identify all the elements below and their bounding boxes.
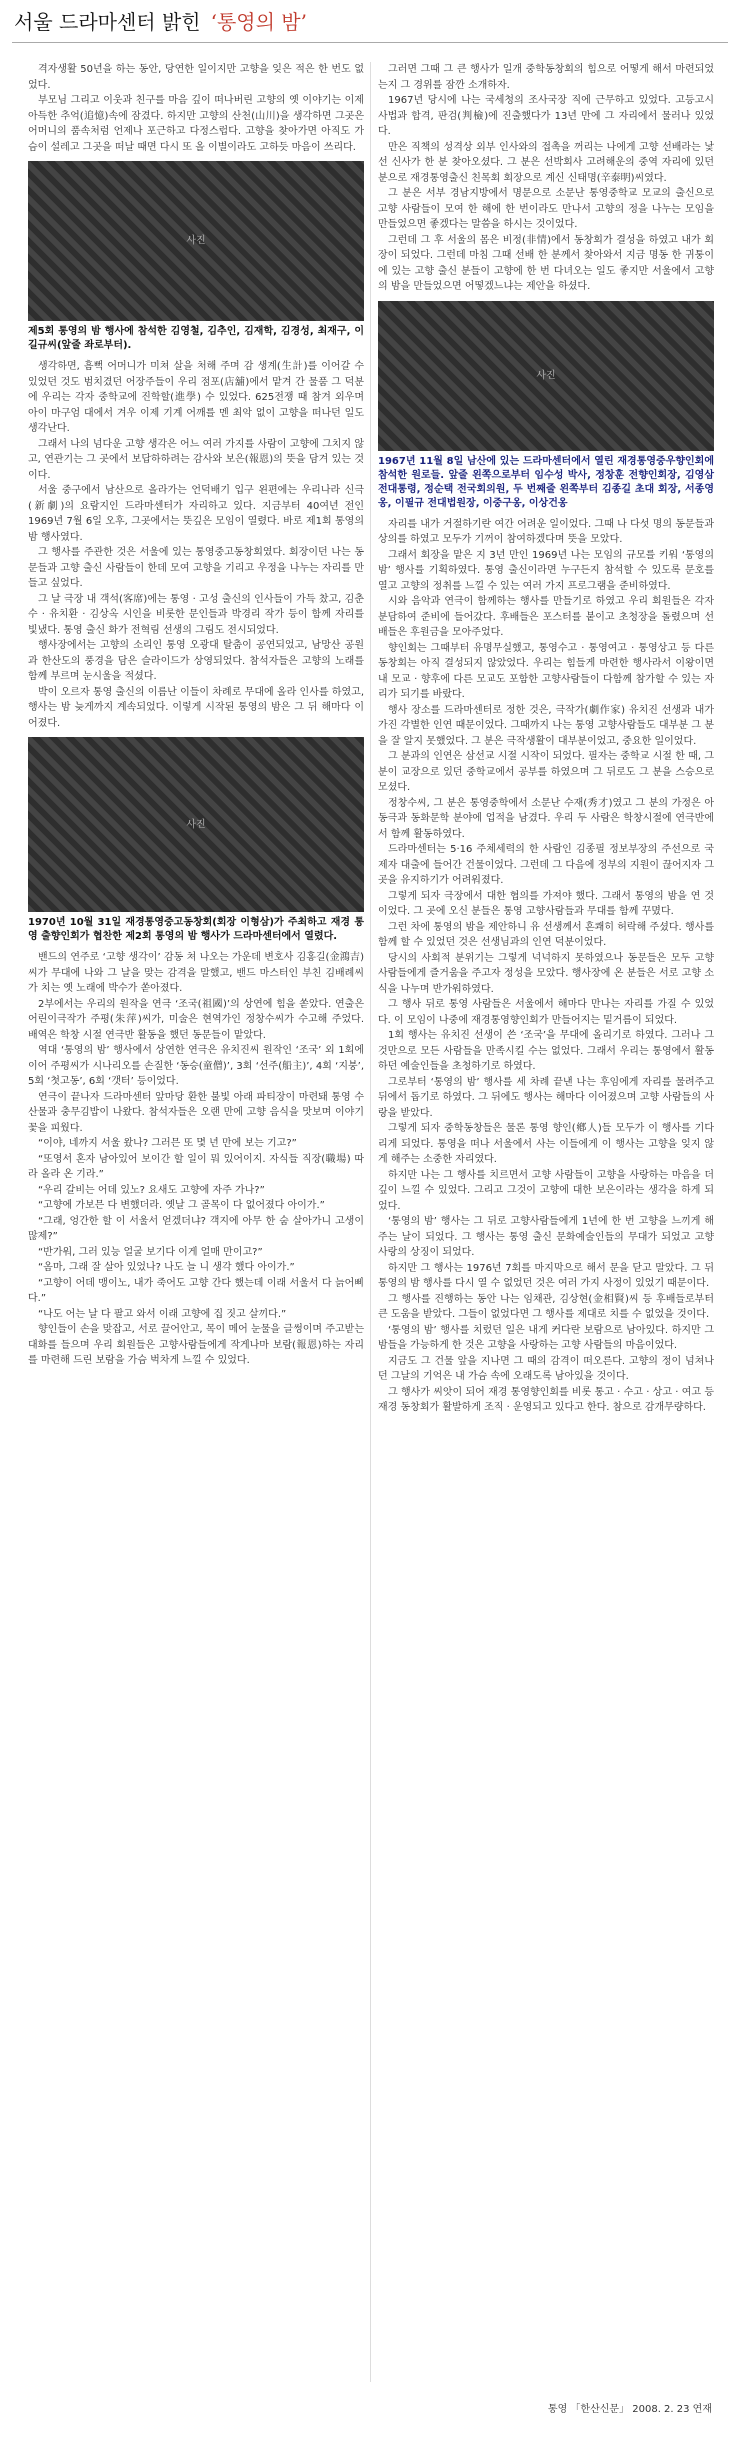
paragraph: 그 분과의 인연은 삼선교 시절 시작이 되었다. 필자는 중학교 시절 한 때, 그 분이 교장으로 있던 중학교에서 공부를 하였으며 그 뒤로도 그 분을 스승으로 모셨다. — [378, 751, 714, 793]
paragraph: 생각하면, 흠뻑 어머니가 미쳐 살을 처해 주며 감 생계(生計)를 이어갈 수 있었던 것도 범치겼던 어장주들이 우리 점포(店舖)에서 맡겨 간 물품 그 덕분에 우리는 각자 중학교에 진학할(進學) 수 있었다. 625전쟁 때 참겨 외우며 아이 마구엄 대에서 겨우 이제 기계 어깨를 멘 최악 없이 고향을 떠나던 일도 생각난다. — [28, 361, 364, 434]
dialogue-line: “옴마, 그래 잘 살아 있었나? 나도 늘 니 생각 했다 아이가.” — [38, 1262, 295, 1273]
dialogue-line: “그래, 엉간한 할 이 서울서 얻겠더냐? 객지에 아무 한 숨 살아가니 고생이 많제?” — [28, 1215, 364, 1242]
photo-label: 사진 — [536, 369, 556, 381]
paragraph: 그 행사 뒤로 통영 사람들은 서울에서 해마다 만나는 자리를 가질 수 있었다. 이 모임이 나중에 재경통영향인회가 만들어지는 밑거름이 되었다. — [378, 999, 714, 1026]
paragraph: 그 행사가 씨앗이 되어 재경 통영향인회를 비롯 통고 · 수고 · 상고 · 여고 등 재경 동창회가 활발하게 조직 · 운영되고 있다고 한다. 참으로 감개무량하다. — [378, 1386, 714, 1413]
paragraph: ‘통영의 밤’ 행사를 치렀던 일은 내게 커다란 보람으로 남아있다. 하지만 그 밤들을 가능하게 한 것은 고향을 사랑하는 고향 사람들의 마음이었다. — [378, 1324, 714, 1351]
paragraph: 자리를 내가 거절하기란 여간 어려운 일이었다. 그때 나 다섯 명의 동문들과 상의를 하였고 모두가 기꺼이 참여하겠다며 뜻을 모았다. — [378, 518, 714, 545]
left-column — [28, 62, 364, 1369]
paragraph: 향인회는 그때부터 유명무실했고, 통영수고 · 통영여고 · 통영상고 등 다른 동창회는 아직 결성되지 않았었다. 우리는 힘들게 마련한 행사라서 이왕이면 내 모교 · 향후에 다른 모교도 포함한 고향사람들이 다함께 참가할 수 있는 자리가 되기를 바랐다. — [378, 642, 714, 700]
header-rule — [12, 42, 728, 43]
paragraph: 하지만 그 행사는 1976년 7회를 마지막으로 해서 문을 닫고 말았다. 그 뒤 통영의 밤 행사를 다시 열 수 없었던 것은 여러 가지 사정이 있었기 때문이다. — [378, 1262, 714, 1289]
paragraph: ‘통영의 밤’ 행사는 그 뒤로 고향사람들에게 1년에 한 번 고향을 느끼게 해주는 날이 되었다. 그 행사는 통영 출신 문화예술인들의 무대가 되었고 고향 사랑의 상징이 되었다. — [378, 1216, 714, 1258]
paragraph: 만은 직책의 성격상 외부 인사와의 접촉을 꺼리는 나에게 고향 선배라는 낯선 신사가 한 분 찾아오셨다. 그 분은 선박회사 고려해운의 중역 자리에 있던 분으로 재경통영출신 친목회 회장으로 계신 신태명(辛泰明)씨였다. — [378, 141, 714, 184]
paragraph: 그로부터 ‘통영의 밤’ 행사를 세 차례 끝낸 나는 후임에게 자리를 물려주고 뒤에서 돕기로 하였다. 그 뒤에도 행사는 해마다 이어졌으며 고향 사람들의 사랑을 받았다. — [378, 1076, 714, 1119]
paragraph: 그러면 그때 그 큰 행사가 일개 중학동창회의 힘으로 어떻게 해서 마련되었는지 그 경위를 잠깐 소개하자. — [378, 64, 714, 91]
photo-caption: 1967년 11월 8일 남산에 있는 드라마센터에서 열린 재경통영중우향인회에 참석한 원로들. 앞줄 왼쪽으로부터 임수성 박사, 정창훈 전향인회장, 김영삼 전대통령, 정순택 전국회의원, 두 번째줄 왼쪽부터 김종길 초대 회장, 서종영옹, 이필규 전대법원장, 이중구옹, 이상건옹 — [378, 455, 714, 509]
paragraph: 부모님 그리고 이웃과 친구를 마음 깊이 떠나버린 고향의 옛 이야기는 이제 아득한 추억(追憶)속에 잠겼다. 하지만 고향의 산천(山川)을 생각하면 그곳은 어머니의 품속처럼 언제나 포근하고 다정스럽다. 고향을 찾아가면 아직도 가슴이 설레고 그곳을 떠날 때면 다시 또 올 이별이라도 고하듯 마음이 쓰리다. — [28, 95, 364, 153]
paragraph: 그 행사를 주관한 것은 서울에 있는 통영중고동창회였다. 회장이던 나는 동문들과 고향 출신 사람들이 한데 모여 고향을 기리고 우정을 나누는 자리를 만들고 싶었다. — [28, 547, 364, 589]
paragraph: 박이 오르자 통영 출신의 이름난 이들이 차례로 무대에 올라 인사를 하였고, 행사는 밤 늦게까지 계속되었다. 이렇게 시작된 통영의 밤은 그 뒤 해마다 이어졌다. — [28, 686, 364, 729]
page-header — [0, 0, 740, 40]
page-title: 서울 드라마센터 밝힌 — [14, 9, 201, 34]
dialogue-line: “또영서 혼자 남아있어 보이간 할 일이 뭐 있어이지. 자식들 직장(職場) 따라 올라 온 기라.” — [28, 1153, 364, 1180]
paragraph: 행사장에서는 고향의 소리인 통영 오광대 탈춤이 공연되었고, 남망산 공원과 한산도의 풍경을 담은 슬라이드가 상영되었다. 참석자들은 고향의 노래를 함께 부르며 눈시울을 적셨다. — [28, 640, 364, 682]
paragraph: 역대 ‘통영의 밤’ 행사에서 상연한 연극은 유치진씨 원작인 ‘조국’ 외 1회에 이어 주평씨가 시나리오를 손질한 ‘동승(童僧)’, 3회 ‘선주(船主)’, 4회 ‘지붕’, 5회 ‘첫고동’, 6회 ‘갯터’ 등이었다. — [28, 1045, 364, 1087]
photo-label: 사진 — [186, 818, 206, 830]
page-subtitle: ‘통영의 밤’ — [210, 9, 307, 34]
paragraph: 그 날 극장 내 객석(客席)에는 통영 · 고성 출신의 인사들이 가득 찼고, 김춘수 · 유치환 · 김상옥 시인을 비롯한 문인들과 박경리 작가 등이 함께 자리를 빛냈다. 통영 출신 화가 전혁림 선생의 그림도 전시되었다. — [28, 593, 364, 636]
paragraph: 그렇게 되자 극장에서 대한 협의를 가져야 했다. 그래서 통영의 밤을 연 것이었다. 그 곳에 오신 분들은 통영 고향사람들과 무대를 함께 꾸몄다. — [378, 890, 714, 917]
paragraph: 시와 음악과 연극이 함께하는 행사를 만들기로 하였고 우리 회원들은 각자 분담하여 준비에 들어갔다. 후배들은 포스터를 붙이고 초청장을 돌렸으며 선배들은 후원금을 모아주었다. — [378, 596, 714, 638]
paragraph: 밴드의 연주로 ‘고향 생각이’ 감동 쳐 나오는 가운데 변호사 김홍길(金鴻吉)씨가 무대에 나와 그 날을 맞는 감격을 말했고, 밴드 마스터인 부친 김배례씨가 치는 옛 노래에 박수가 쏟아졌다. — [28, 952, 364, 994]
dialogue-line: “고향이 어데 맹이노, 내가 죽어도 고향 간다 했는데 이래 서울서 다 늙어삐다.” — [28, 1277, 364, 1304]
paragraph: 2부에서는 우리의 원작을 연극 ‘조국(祖國)’의 상연에 힘을 쏟았다. 연출은 어린이극작가 주평(朱萍)씨가, 미술은 현역가인 정창수씨가 수고해 주었다. 배역은 학창 시절 연극반 활동을 했던 동문들이 맡았다. — [28, 998, 364, 1041]
dialogue-line: “나도 어는 날 다 팔고 와서 이래 고향에 집 짓고 살끼다.” — [38, 1308, 287, 1320]
paragraph: 그래서 회장을 맡은 지 3년 만인 1969년 나는 모임의 규모를 키워 ‘통영의 밤’ 행사를 기획하였다. 통영 출신이라면 누구든지 참석할 수 있도록 문호를 열고 고향의 정취를 느낄 수 있는 여러 가지 프로그램을 준비하였다. — [378, 549, 714, 592]
paragraph: 연극이 끝나자 드라마센터 앞마당 환한 불빛 아래 파티장이 마련돼 통영 수산물과 충무김밥이 나왔다. 참석자들은 오랜 만에 고향 음식을 맛보며 이야기꽃을 피웠다. — [28, 1091, 364, 1134]
paragraph: 격자생활 50년을 하는 동안, 당연한 일이지만 고향을 잊은 적은 한 번도 없었다. — [28, 64, 364, 91]
photo-elders — [378, 301, 714, 451]
paragraph: 그런 차에 통영의 밤을 제안하니 유 선생께서 흔쾌히 허락해 주셨다. 행사를 함께 할 수 있었던 것은 선생님과의 인연 덕분이었다. — [378, 921, 714, 948]
photo-2nd-event — [28, 737, 364, 912]
paragraph: 행사 장소를 드라마센터로 정한 것은, 극작가(劇作家) 유치진 선생과 내가 가진 각별한 인연 때문이었다. 그때까지 나는 통영 고향사람들도 대부분 그 분을 잘 알지 못했었다. 그 분은 극작생활이 대부분이었고, 중요한 일이었다. — [378, 704, 714, 747]
right-column — [378, 62, 714, 1416]
paragraph: 그런데 그 후 서울의 몸은 비정(非情)에서 동창회가 결성을 하였고 내가 회장이 되었다. 그런데 마침 그때 선배 한 분께서 찾아와서 지금 명동 한 귀퉁이에 있는 고향 출신 분들이 고향에 한 번 다녀오는 일도 좋지만 서울에서 고향의 밤을 만들었으면 어떻겠느냐는 제안을 하셨다. — [378, 234, 714, 292]
paragraph: 1회 행사는 유치진 선생이 쓴 ‘조국’을 무대에 올리기로 하였다. 그러나 그것만으로 모든 사람들을 만족시킬 수는 없었다. 그래서 우리는 통영에서 활동하던 예술인들을 초청하기로 하였다. — [378, 1030, 714, 1072]
paragraph: 정창수씨, 그 분은 통영중학에서 소문난 수재(秀才)였고 그 분의 가정은 아동극과 동화문학 분야에 업적을 남겼다. 우리 두 사람은 학창시절에 연극반에서 함께 활동하였다. — [378, 797, 714, 840]
dialogue-line: “우리 갈비는 어데 있노? 요새도 고향에 자주 가나?” — [38, 1184, 265, 1196]
photo-5th-event — [28, 161, 364, 321]
dialogue-line: “이야, 네까지 서울 왔나? 그러믄 또 몇 년 만에 보는 기고?” — [38, 1138, 297, 1149]
paragraph: 당시의 사회적 분위기는 그렇게 넉넉하지 못하였으나 동문들은 모두 고향 사람들에게 즐거움을 주고자 정성을 모았다. 행사장에 온 분들은 서로 고향 소식을 나누며 반가워하였다. — [378, 952, 714, 995]
photo-caption: 제5회 통영의 밤 행사에 참석한 김영철, 김추인, 김재학, 김경성, 최재구, 이길규씨(앞줄 좌로부터). — [28, 326, 364, 351]
dialogue-line: “반가워, 그러 있능 얼굴 보기다 이게 얼매 만이고?” — [38, 1246, 263, 1258]
paragraph: 지금도 그 건물 앞을 지나면 그 때의 감격이 떠오른다. 고향의 정이 넘쳐나던 그날의 기억은 내 가슴 속에 오래도록 남아있을 것이다. — [378, 1355, 714, 1382]
paragraph: 서울 중구에서 남산으로 올라가는 언덕배기 입구 왼편에는 우리나라 신극(新劇)의 요람지인 드라마센터가 자리하고 있다. 지금부터 40여년 전인 1969년 7월 6일 오후, 그곳에서는 뜻깊은 모임이 열렸다. 바로 제1회 통영의 밤 행사였다. — [28, 485, 364, 543]
paragraph: 그 행사를 진행하는 동안 나는 임채관, 김상현(金相賢)씨 등 후배들로부터 큰 도움을 받았다. 그들이 없었다면 그 행사를 제대로 치를 수 없었을 것이다. — [378, 1293, 714, 1320]
paragraph: 그 분은 서부 경남지방에서 명문으로 소문난 통영중학교 모교의 출신으로 고향 사람들이 모여 한 해에 한 번이라도 만나서 고향의 정을 나누는 모임을 만들었으면 좋겠다는 말씀을 하시는 것이었다. — [378, 188, 714, 230]
paragraph: 향인들이 손을 맞잡고, 서로 끌어안고, 목이 메어 눈물을 글썽이며 주고받는 대화를 들으며 우리 회원들은 고향사람들에게 작게나마 보람(報恩)하는 자리를 마련해 드린 보람을 가슴 벅차게 느낄 수 있었다. — [28, 1324, 364, 1366]
paragraph: 드라마센터는 5·16 주체세력의 한 사람인 김종필 정보부장의 주선으로 국제자 대출에 들어간 건물이었다. 그런데 그 다음에 정부의 지원이 끊어지자 그 곳을 유지하기가 어려워졌다. — [378, 844, 714, 886]
photo-caption: 1970년 10월 31일 재경통영중고동창회(회장 이형삼)가 주최하고 재경 통영 출향인회가 협찬한 제2회 통영의 밤 행사가 드라마센터에서 열렸다. — [28, 917, 364, 942]
source-credit: 통영 「한산신문」 2008. 2. 23 연재 — [547, 2404, 712, 2415]
column-divider — [370, 62, 371, 2382]
photo-label: 사진 — [186, 235, 206, 247]
dialogue-line: “고향에 가보믄 다 변했더라. 옛날 그 골목이 다 없어졌다 아이가.” — [38, 1200, 325, 1211]
paragraph: 그래서 나의 넘다운 고향 생각은 어느 여러 가지를 사람이 고향에 그치지 않고, 연관기는 그 곳에서 보답하하려는 감사와 보은(報恩)의 뜻을 담겨 있는 것이다. — [28, 438, 364, 481]
paragraph: 하지만 나는 그 행사를 치르면서 고향 사람들이 고향을 사랑하는 마음을 더 깊이 느낄 수 있었다. 그리고 그것이 고향에 대한 보은이라는 생각을 하게 되었다. — [378, 1169, 714, 1212]
paragraph: 그렇게 되자 중학동창들은 물론 통영 향인(鄕人)들 모두가 이 행사를 기다리게 되었다. 통영을 떠나 서울에서 사는 이들에게 이 행사는 고향을 잊지 않게 해주는 소중한 자리였다. — [378, 1123, 714, 1165]
paragraph: 1967년 당시에 나는 국세청의 조사국장 직에 근무하고 있었다. 고등고시 사법과 합격, 판검(判檢)에 진출했다가 13년 만에 그 자리에서 물러나 있었다. — [378, 95, 714, 137]
